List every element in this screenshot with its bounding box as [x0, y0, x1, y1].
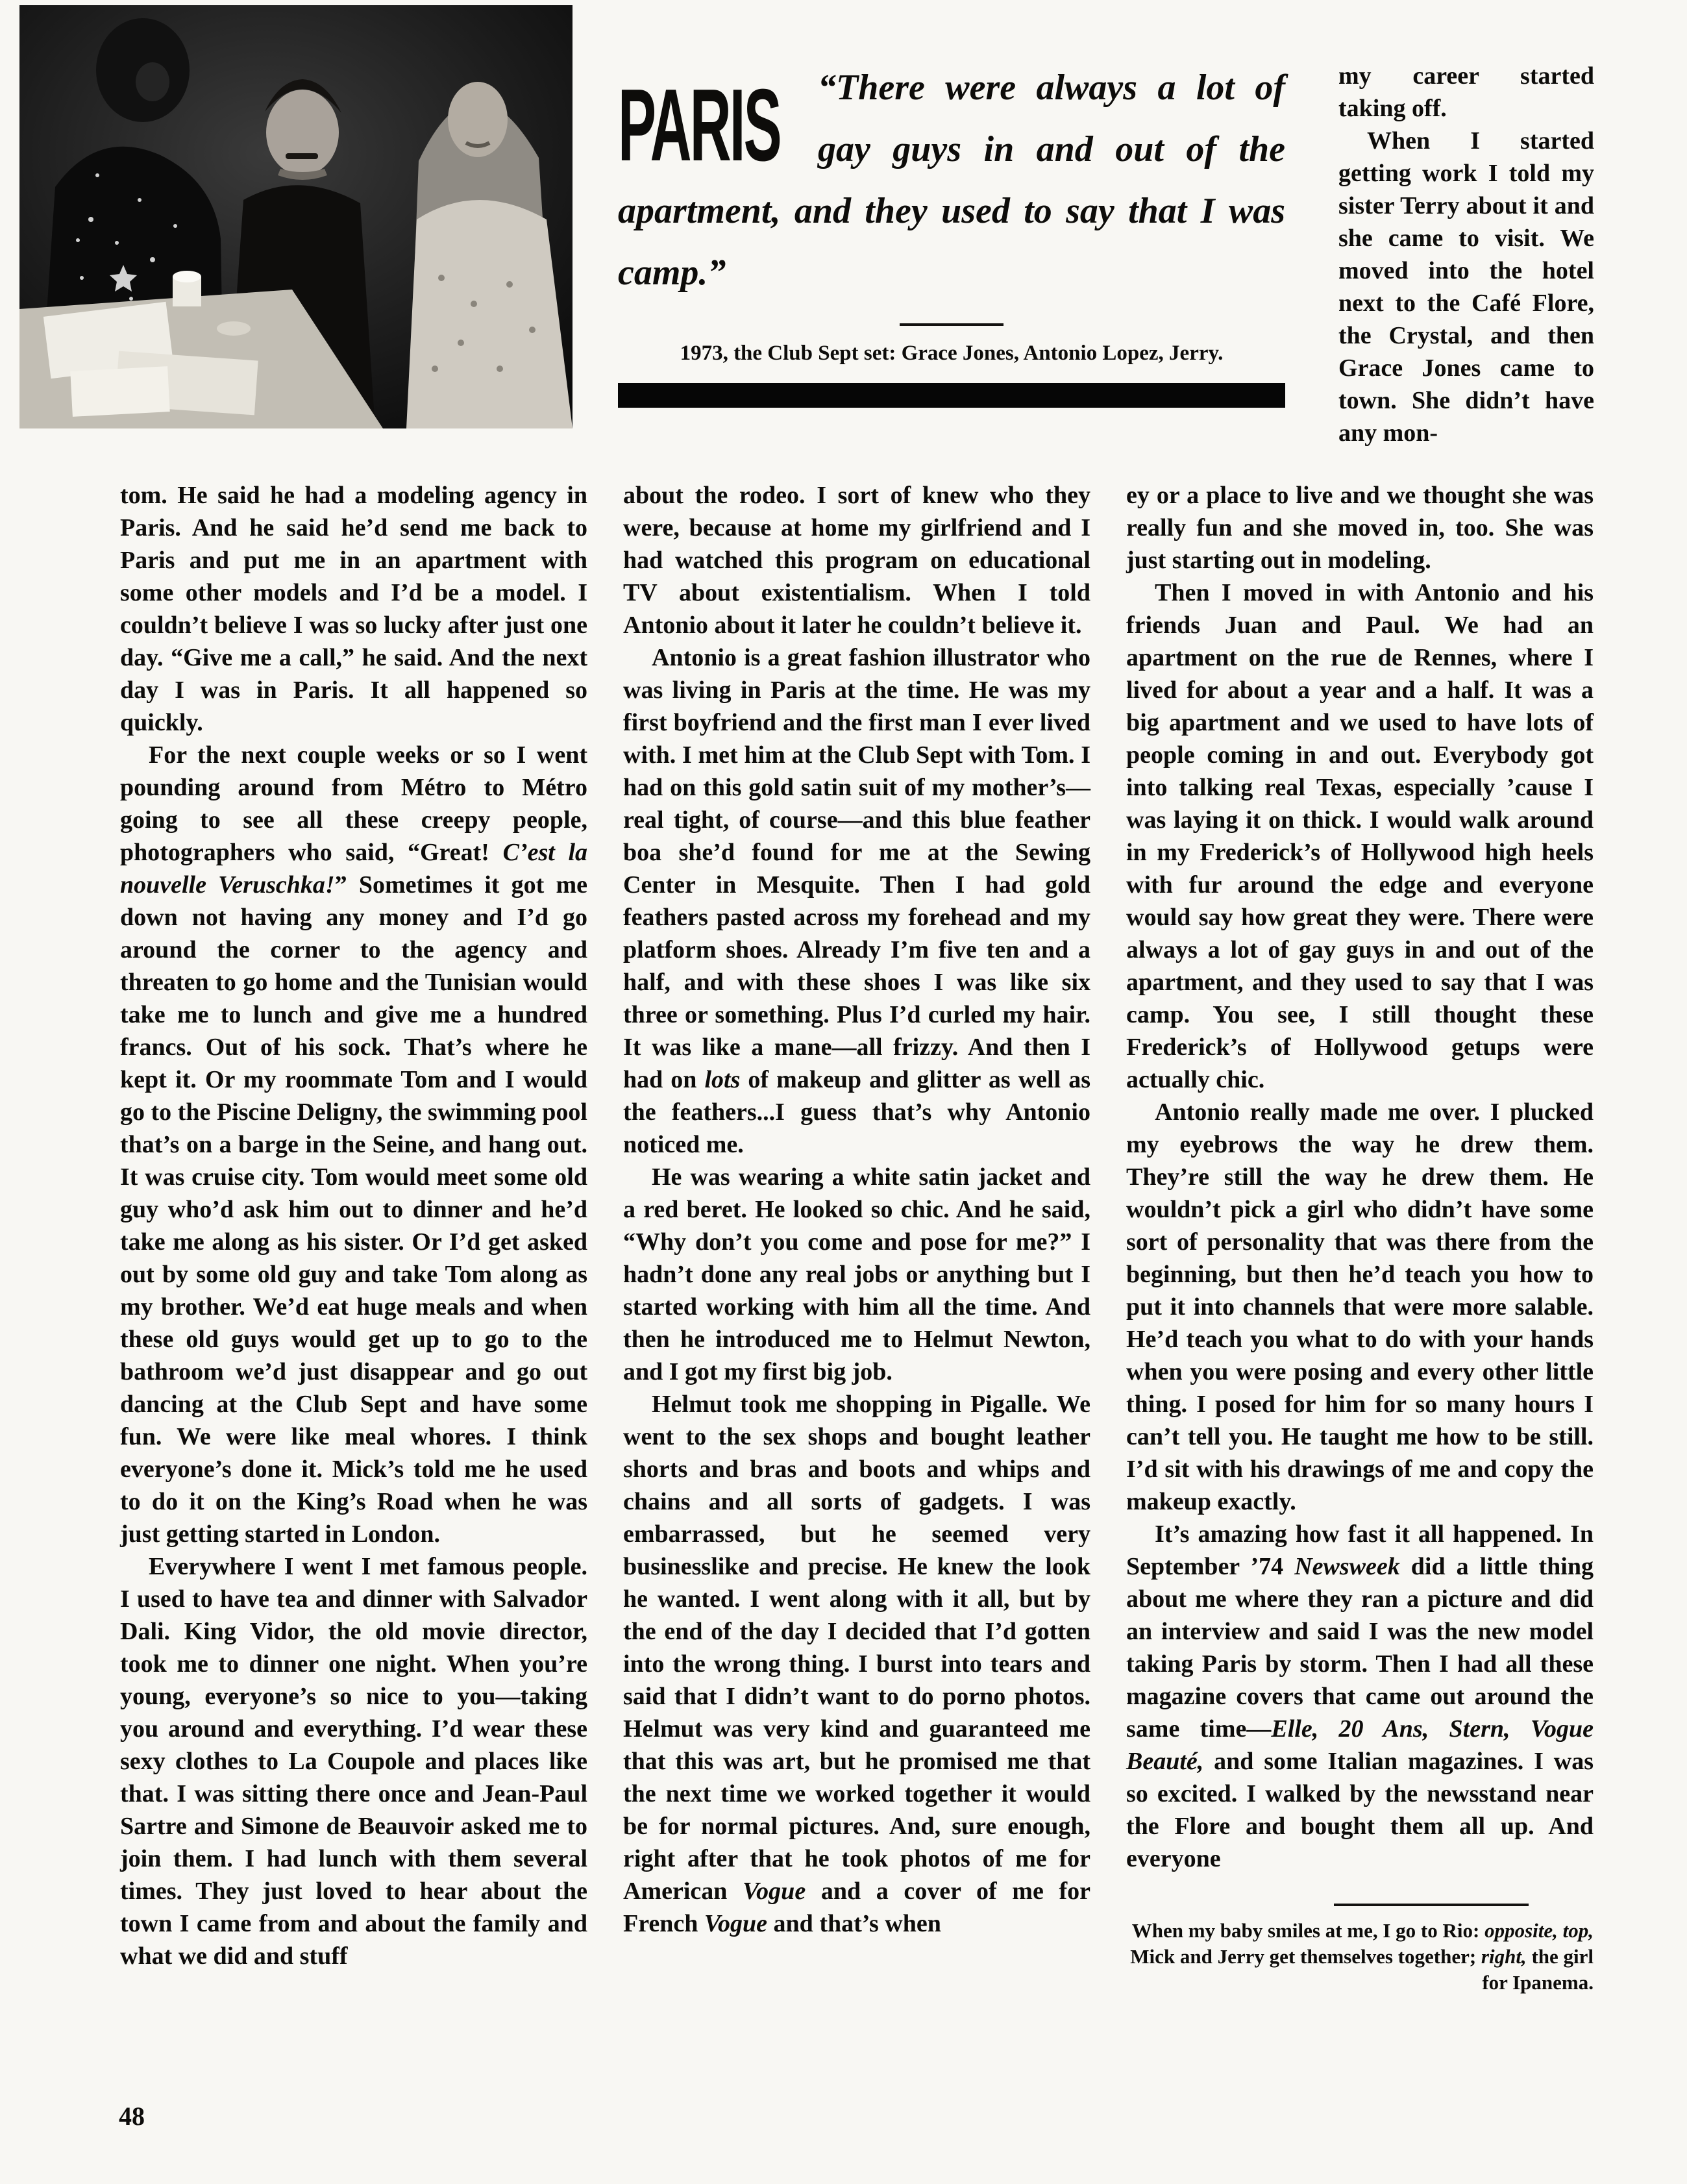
paragraph [1126, 479, 1594, 577]
italic-text: lots [704, 1066, 741, 1093]
paragraph [623, 641, 1090, 1161]
club-photo-image [19, 5, 573, 428]
text-run: Then I moved in with Antonio and his friends Juan and Paul. We had an apartment on the rue de Rennes, where I lived for about a year and a half. It was a big apartment and we used to have lots of people coming in and out. Everybody got into talking real Texas, especially ’cause I was laying it on thick. I would walk around in my Frederick’s of Hollywood high heels with fur around the edge and everyone would say how great they were. There were always a lot of gay guys in and out of the apartment, and they used to say that I was camp. You see, I still thought these Frederick’s of Hollywood getups were actually chic. [1126, 579, 1594, 1093]
pull-quote: “There were always a lot of gay guys in and out of the apartment, and they used to say that I was camp.” [618, 68, 1285, 293]
article-column-3 [1126, 479, 1594, 1996]
text-run: tom. He said he had a modeling agency in Paris. And he said he’d send me back to Paris and put me in an apartment with some other models and I’d be a model. I couldn’t believe I was so lucky after just one day. “Give me a call,” he said. And the next day I was in Paris. It all happened so quickly. [120, 482, 587, 736]
footer-rule [1334, 1904, 1529, 1906]
text-run: Antonio really made me over. I plucked my eyebrows the way he drew them. They’re still the way he drew them. He wouldn’t pick a girl who didn’t have some sort of personality that was there from the beginning, but then he’d teach you how to put it into channels that were more salable. He’d teach you what to do with your hands when you were posing and every other little thing. I posed for him for so many hours I can’t tell you. He taught me how to be still. I’d sit with his drawings of me and copy the makeup exactly. [1126, 1098, 1594, 1515]
article-column-2 [623, 479, 1090, 1996]
section-title [618, 57, 818, 182]
article-column-1 [120, 479, 587, 1996]
paragraph [120, 739, 587, 1550]
text-run: ” Sometimes it got me down not having any money and I’d go around the corner to the agency and threaten to go home and the Tunisian would take me to lunch and give me a hundred francs. Out of his sock. That’s where he kept it. Or my roommate Tom and I would go to the Piscine Deligny, the swimming pool that’s on a barge in the Seine, and hang out. It was cruise city. Tom would meet some old guy who’d ask him out to dinner and he’d take me along as his sister. Or I’d get asked out by some old guy and take Tom along as my brother. We’d eat huge meals and when these old guys would get up to go to the bathroom we’d just disappear and go out dancing at the Club Sept and have some fun. We were like meal whores. I think everyone’s done it. Mick’s told me he used to do it on the King’s Road when he was just getting started in London. [120, 871, 587, 1548]
text-run: Everywhere I went I met famous people. I used to have tea and dinner with Salvador Dali. King Vidor, the old movie director, took me to dinner one night. When you’re young, everyone’s so nice to you—taking you around and everything. I’d wear these sexy clothes to La Coupole and places like that. I was sitting there once and Jean-Paul Sartre and Simone de Beauvoir asked me to join them. I had lunch with them several times. They just loved to hear about the town I came from and about the family and what we did and stuff [120, 1553, 587, 1970]
quote-divider [900, 323, 1004, 326]
paragraph [1338, 125, 1594, 449]
italic-text: Vogue [743, 1878, 806, 1905]
article-column-3-text [1126, 479, 1594, 1875]
text-run: When my baby smiles at me, I go to Rio: [1131, 1919, 1485, 1942]
text-run: of makeup and glitter as well as the feathers...I guess that’s why Antonio noticed me. [623, 1066, 1090, 1158]
text-run: the girl for Ipanema. [1482, 1945, 1594, 1994]
paragraph [1126, 1918, 1594, 1996]
paragraph [120, 1550, 587, 1972]
paragraph [1126, 1096, 1594, 1518]
paragraph [120, 479, 587, 739]
text-run: It’s amazing how fast it all happened. In September ’74 [1126, 1520, 1594, 1580]
paragraph [623, 479, 1090, 641]
text-run: Helmut took me shopping in Pigalle. We went to the sex shops and bought leather shorts and bras and boots and whips and chains and all sorts of gadgets. I was embarrassed, but he seemed very businesslike and precise. He knew the look he wanted. I went along with it all, but by the end of the day I decided that I’d gotten into the wrong thing. I burst into tears and said that I didn’t want to do porno photos. Helmut was very kind and guaranteed me that this was art, but he promised me that the next time we worked together it would be for normal pictures. And, sure enough, right after that he took photos of me for American [623, 1391, 1090, 1905]
text-run: Antonio is a great fashion illustrator who was living in Paris at the time. He was my first boyfriend and the first man I ever lived with. I met him at the Club Sept with Tom. I had on this gold satin suit of my mother’s—real tight, of course—and this blue feather boa she’d found for me at the Sewing Center in Mesquite. Then I had gold feathers pasted across my forehead and my platform shoes. Already I’m five ten and a half, and with these shoes I was like six three or something. Plus I’d curled my hair. It was like a mane—all frizzy. And then I had on [623, 644, 1090, 1093]
text-run: did a little thing about me where they ran a picture and did an interview and said I was the new model taking Paris by storm. Then I had all these magazine covers that came out around the same time— [1126, 1553, 1594, 1743]
page-number: 48 [119, 2102, 145, 2131]
text-run: When I started getting work I told my sister Terry about it and she came to visit. We moved into the hotel next to the Café Flore, the Crystal, and then Grace Jones came to town. She didn’t have any mon- [1338, 127, 1594, 447]
italic-text: C’est la nouvelle Veruschka! [120, 839, 587, 899]
text-run: For the next couple weeks or so I went pounding around from Métro to Métro going to see all these creepy people, photographers who said, “Great! [120, 741, 587, 866]
italic-text: right, [1481, 1945, 1527, 1968]
separator-bar [618, 383, 1285, 408]
text-run: and that’s when [767, 1910, 941, 1937]
paragraph [623, 1161, 1090, 1388]
intro-column [1338, 60, 1594, 449]
photo-caption: 1973, the Club Sept set: Grace Jones, Antonio Lopez, Jerry. [680, 341, 1224, 365]
paragraph [623, 1388, 1090, 1940]
text-run: Mick and Jerry get themselves together; [1130, 1945, 1481, 1968]
text-run: and some Italian magazines. I was so excited. I walked by the newsstand near the Flore and bought them all up. And everyone [1126, 1748, 1594, 1872]
text-run: ey or a place to live and we thought she was really fun and she moved in, too. She was just starting out in modeling. [1126, 482, 1594, 574]
text-run: He was wearing a white satin jacket and a red beret. He looked so chic. And he said, “Why don’t you come and pose for me?” I hadn’t done any real jobs or anything but I started working with him all the time. And then he introduced me to Helmut Newton, and I got my first big job. [623, 1163, 1090, 1385]
club-photo [19, 5, 573, 428]
italic-text: Elle, 20 Ans, Stern, Vogue Beauté, [1126, 1715, 1594, 1775]
text-run: and a cover of me for French [623, 1878, 1090, 1937]
paragraph [1126, 1518, 1594, 1875]
article-columns [120, 479, 1594, 1996]
header-block [618, 57, 1285, 408]
italic-text: opposite, top, [1484, 1919, 1594, 1942]
pull-quote-block [618, 57, 1285, 304]
section-title-text: PARIS [618, 68, 780, 182]
text-run: about the rodeo. I sort of knew who they were, because at home my girlfriend and I had watched this program on educational TV about existentialism. When I told Antonio about it later he couldn’t believe it. [623, 482, 1090, 639]
paragraph [1338, 60, 1594, 125]
italic-text: Newsweek [1294, 1553, 1400, 1580]
italic-text: Vogue [704, 1910, 768, 1937]
text-run: my career started taking off. [1338, 62, 1594, 122]
paragraph [1126, 577, 1594, 1096]
footer-caption [1126, 1918, 1594, 1996]
